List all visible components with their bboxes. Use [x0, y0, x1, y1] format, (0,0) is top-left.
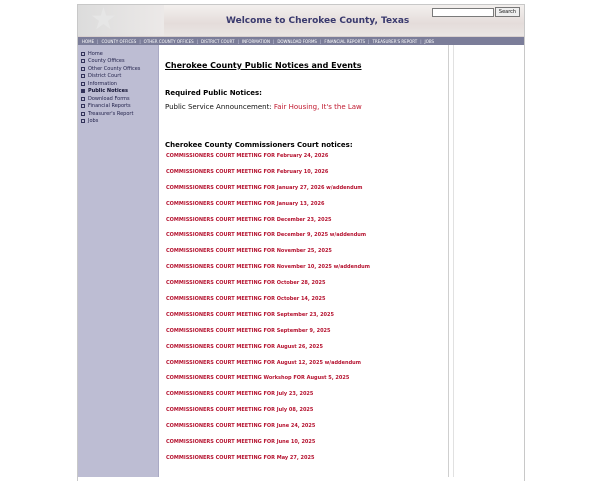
nav-separator: | [196, 38, 199, 44]
sidebar-item-label: Jobs [88, 118, 99, 125]
sidebar-item-label: Information [88, 80, 117, 87]
notice-link[interactable]: COMMISSIONERS COURT MEETING FOR December 23, 2025 [166, 216, 332, 223]
nav-home[interactable]: HOME [82, 38, 95, 44]
bullet-icon [81, 59, 85, 63]
notice-link[interactable]: COMMISSIONERS COURT MEETING FOR October 28, 2025 [166, 280, 326, 287]
psa-line [165, 103, 448, 115]
nav-separator: | [139, 38, 141, 44]
sidebar-item-information[interactable] [78, 80, 158, 88]
sidebar-item-download-forms[interactable] [78, 95, 158, 103]
site-header [78, 5, 524, 37]
bullet-icon [81, 89, 85, 93]
search-input[interactable] [432, 8, 494, 17]
psa-prefix: Public Service Announcement: [165, 103, 274, 111]
page-title: Cherokee County Public Notices and Events [165, 61, 362, 70]
nav-separator: | [272, 38, 275, 44]
sidebar-item-label: County Offices [88, 58, 125, 65]
sidebar-item-label: Home [88, 50, 103, 57]
bullet-icon [81, 52, 85, 56]
sidebar-item-county-offices[interactable] [78, 58, 158, 66]
nav-separator: | [420, 38, 422, 44]
nav-treasurers-report[interactable]: TREASURER'S REPORT [372, 38, 418, 44]
search-button[interactable]: Search [495, 7, 520, 17]
nav-financial-reports[interactable]: FINANCIAL REPORTS [324, 38, 366, 44]
nav-separator: | [368, 38, 370, 44]
notice-link[interactable]: COMMISSIONERS COURT MEETING FOR June 24, 2025 [166, 423, 316, 430]
nav-county-offices[interactable]: COUNTY OFFICES [101, 38, 137, 44]
notice-list [165, 152, 448, 470]
page-frame [77, 4, 525, 481]
notice-link[interactable]: COMMISSIONERS COURT MEETING FOR November 25, 2025 [166, 248, 332, 255]
notice-link[interactable]: COMMISSIONERS COURT MEETING FOR September 23, 2025 [166, 311, 334, 318]
bullet-icon [81, 74, 85, 78]
bullet-icon [81, 82, 85, 86]
notice-link[interactable]: COMMISSIONERS COURT MEETING FOR February 10, 2026 [166, 168, 329, 175]
sidebar-item-jobs[interactable] [78, 118, 158, 126]
notice-link[interactable]: COMMISSIONERS COURT MEETING Workshop FOR August 5, 2025 [166, 375, 350, 382]
notice-link[interactable]: COMMISSIONERS COURT MEETING FOR December 9, 2025 w/addendum [166, 232, 367, 239]
sidebar-item-treasurers-report[interactable] [78, 110, 158, 118]
nav-jobs[interactable]: JOBS [424, 38, 435, 44]
nav-other-county-offices[interactable]: OTHER COUNTY OFFICES [143, 38, 194, 44]
sidebar-item-home[interactable] [78, 50, 158, 58]
notice-link[interactable]: COMMISSIONERS COURT MEETING FOR June 10, 2025 [166, 439, 316, 446]
bullet-icon [81, 67, 85, 71]
notice-link[interactable]: COMMISSIONERS COURT MEETING FOR September 9, 2025 [166, 327, 331, 334]
nav-information[interactable]: INFORMATION [241, 38, 270, 44]
body-row [78, 45, 524, 477]
notice-link[interactable]: COMMISSIONERS COURT MEETING FOR July 23, 2025 [166, 391, 314, 398]
sidebar-item-other-county-offices[interactable] [78, 65, 158, 73]
bullet-icon [81, 104, 85, 108]
nav-separator: | [319, 38, 322, 44]
sidebar-item-label: District Court [88, 73, 122, 80]
fair-housing-link[interactable]: Fair Housing, It's the Law [273, 103, 362, 111]
notice-link[interactable]: COMMISSIONERS COURT MEETING FOR February 24, 2026 [166, 153, 329, 159]
court-notices-heading: Cherokee County Commissioners Court notices: [165, 141, 353, 149]
sidebar-item-label: Download Forms [88, 95, 130, 102]
notice-link[interactable]: COMMISSIONERS COURT MEETING FOR January 27, 2026 w/addendum [166, 184, 363, 191]
notice-link[interactable]: COMMISSIONERS COURT MEETING FOR January 13, 2026 [166, 200, 325, 207]
notice-link[interactable]: COMMISSIONERS COURT MEETING FOR August 12, 2025 w/addendum [166, 359, 361, 366]
bullet-icon [81, 112, 85, 116]
sidebar-item-label: Treasurer's Report [88, 110, 134, 117]
sidebar-item-district-court[interactable] [78, 73, 158, 81]
nav-district-court[interactable]: DISTRICT COURT [201, 38, 235, 44]
notice-link[interactable]: COMMISSIONERS COURT MEETING FOR May 27, 2025 [166, 454, 315, 461]
notice-link[interactable]: COMMISSIONERS COURT MEETING FOR November 10, 2025 w/addendum [166, 264, 370, 271]
sidebar-item-label: Public Notices [88, 88, 128, 95]
nav-download-forms[interactable]: DOWNLOAD FORMS [277, 38, 317, 44]
notice-link[interactable]: COMMISSIONERS COURT MEETING FOR August 26, 2025 [166, 343, 323, 350]
bullet-icon [81, 119, 85, 123]
texas-flag-icon: ★ [78, 5, 164, 36]
main-content [159, 45, 449, 477]
sidebar-item-financial-reports[interactable] [78, 103, 158, 111]
right-column [453, 45, 524, 477]
sidebar-item-label: Other County Offices [88, 65, 141, 72]
sidebar [78, 45, 159, 477]
site-title: Welcome to Cherokee County, Texas [226, 16, 410, 26]
sidebar-item-public-notices[interactable] [78, 88, 158, 96]
required-notices-heading: Required Public Notices: [165, 89, 262, 97]
bullet-icon [81, 97, 85, 101]
sidebar-item-label: Financial Reports [88, 103, 131, 110]
nav-separator: | [97, 38, 99, 44]
top-nav [78, 37, 524, 45]
notice-link[interactable]: COMMISSIONERS COURT MEETING FOR July 08, 2025 [166, 407, 314, 414]
nav-separator: | [237, 38, 239, 44]
notice-link[interactable]: COMMISSIONERS COURT MEETING FOR October 14, 2025 [166, 296, 326, 303]
